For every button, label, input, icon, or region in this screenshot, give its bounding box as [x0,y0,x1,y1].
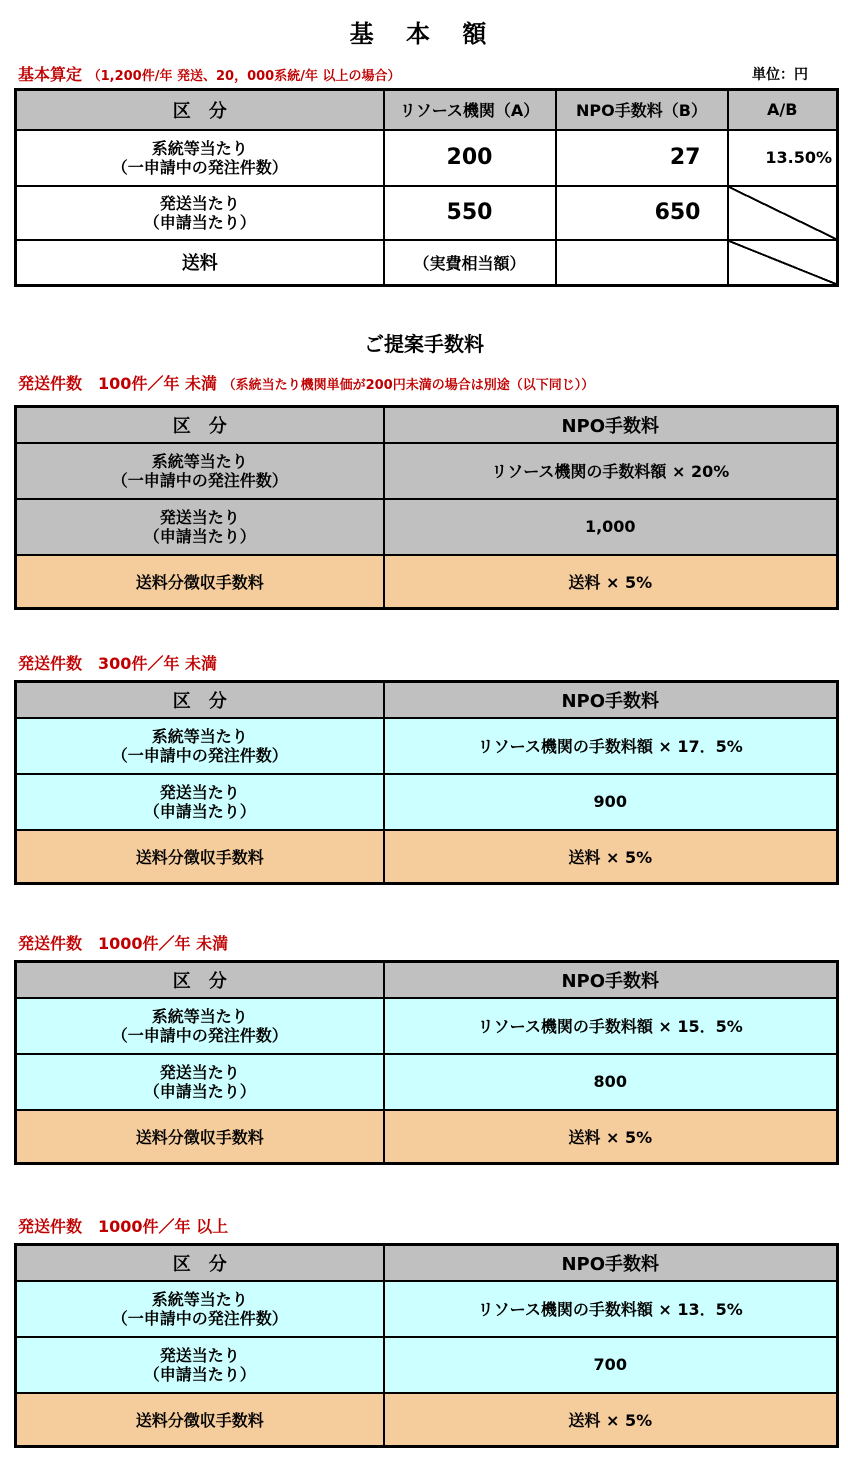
fee-value: 1,000 [384,499,838,555]
fee-table [14,680,839,885]
fee-heading [18,1214,228,1237]
cell-value-b: 27 [556,130,728,186]
row-label [16,130,384,186]
table-row [16,443,838,499]
basic-heading [18,62,401,85]
fee-table [14,405,839,610]
fee-value: 送料 × 5% [384,555,838,609]
table-row [16,718,838,774]
proposal-title: ご提案手数料 [364,332,484,356]
fee-value: 900 [384,774,838,830]
fee-value: 800 [384,1054,838,1110]
fee-heading-label: 発送件数 300件／年 未満 [18,654,217,673]
row-label-line: （一申請中の発注件数） [111,157,288,177]
unit-label: 単位：円 [752,67,808,83]
table-header-row [16,1245,838,1281]
row-label [16,998,384,1054]
row-label: 送料分徴収手数料 [16,1110,384,1164]
row-label-line: （申請当たり） [143,526,256,546]
row-label: 送料 [16,240,384,286]
table-header-row [16,407,838,443]
column-header: NPO手数料 [384,407,838,443]
cell-empty [556,240,728,286]
fee-heading [18,931,228,954]
table-row [16,1054,838,1110]
row-label-line: 発送当たり [159,193,240,213]
row-label-line: 系統等当たり [151,1289,248,1309]
row-label-line: 系統等当たり [151,138,248,158]
table-row [16,1110,838,1164]
row-label [16,1281,384,1337]
row-label [16,718,384,774]
row-label-line: （申請当たり） [143,212,256,232]
table-row [16,130,838,186]
fee-value: リソース機関の手数料額 × 17．5% [384,718,838,774]
column-header: NPO手数料 [384,1245,838,1281]
column-header: A/B [728,90,838,130]
row-label [16,443,384,499]
page-title: 基 本 額 [349,20,499,48]
fee-value: 送料 × 5% [384,1393,838,1447]
fee-table [14,960,839,1165]
row-label-line: 系統等当たり [151,726,248,746]
row-label [16,1054,384,1110]
column-header: NPO手数料（B） [556,90,728,130]
fee-heading-note: （系統当たり機関単価が200円未満の場合は別途（以下同じ）） [222,378,595,393]
table-row [16,1393,838,1447]
table-row [16,774,838,830]
column-header: リソース機関（A） [384,90,556,130]
row-label [16,499,384,555]
row-label [16,774,384,830]
row-label [16,1337,384,1393]
table-row [16,998,838,1054]
cell-value-a: 200 [384,130,556,186]
row-label-line: （一申請中の発注件数） [111,1025,288,1045]
fee-heading-label: 発送件数 1000件／年 未満 [18,934,229,953]
basic-heading-note: （1,200件/年 発送、20，000系統/年 以上の場合） [87,69,401,84]
row-label-line: 発送当たり [159,1345,240,1365]
row-label [16,186,384,240]
basic-table [14,88,839,287]
row-label-line: （申請当たり） [143,1364,256,1384]
table-row [16,830,838,884]
fee-value: リソース機関の手数料額 × 13．5% [384,1281,838,1337]
cell-diagonal-empty [728,186,838,240]
row-label: 送料分徴収手数料 [16,1393,384,1447]
table-row [16,186,838,240]
row-label: 送料分徴収手数料 [16,830,384,884]
table-row [16,499,838,555]
row-label-line: （一申請中の発注件数） [111,745,288,765]
row-label-line: （申請当たり） [143,801,256,821]
basic-heading-label: 基本算定 [18,65,83,84]
table-row [16,240,838,286]
cell-diagonal-empty [728,240,838,286]
fee-value: 送料 × 5% [384,830,838,884]
fee-heading [18,651,217,674]
fee-heading-label: 発送件数 1000件／年 以上 [18,1217,229,1236]
fee-heading-label: 発送件数 100件／年 未満 [18,374,217,393]
row-label-line: 発送当たり [159,782,240,802]
table-header-row [16,962,838,998]
fee-value: 700 [384,1337,838,1393]
row-label-line: （一申請中の発注件数） [111,1308,288,1328]
table-header-row [16,90,838,130]
row-label: 送料分徴収手数料 [16,555,384,609]
column-header: 区 分 [16,682,384,718]
row-label-line: 系統等当たり [151,451,248,471]
fee-value: 送料 × 5% [384,1110,838,1164]
column-header: 区 分 [16,407,384,443]
column-header: 区 分 [16,1245,384,1281]
column-header: 区 分 [16,90,384,130]
row-label-line: （申請当たり） [143,1081,256,1101]
row-label-line: （一申請中の発注件数） [111,470,288,490]
column-header: 区 分 [16,962,384,998]
fee-value: リソース機関の手数料額 × 20% [384,443,838,499]
table-row [16,555,838,609]
cell-value-a: （実費相当額） [384,240,556,286]
table-row [16,1337,838,1393]
column-header: NPO手数料 [384,682,838,718]
cell-value-ab: 13.50% [728,130,838,186]
row-label-line: 発送当たり [159,1062,240,1082]
fee-value: リソース機関の手数料額 × 15．5% [384,998,838,1054]
row-label-line: 発送当たり [159,507,240,527]
cell-value-b: 650 [556,186,728,240]
fee-table [14,1243,839,1448]
table-header-row [16,682,838,718]
table-row [16,1281,838,1337]
cell-value-a: 550 [384,186,556,240]
row-label-line: 系統等当たり [151,1006,248,1026]
column-header: NPO手数料 [384,962,838,998]
fee-heading [18,371,594,394]
